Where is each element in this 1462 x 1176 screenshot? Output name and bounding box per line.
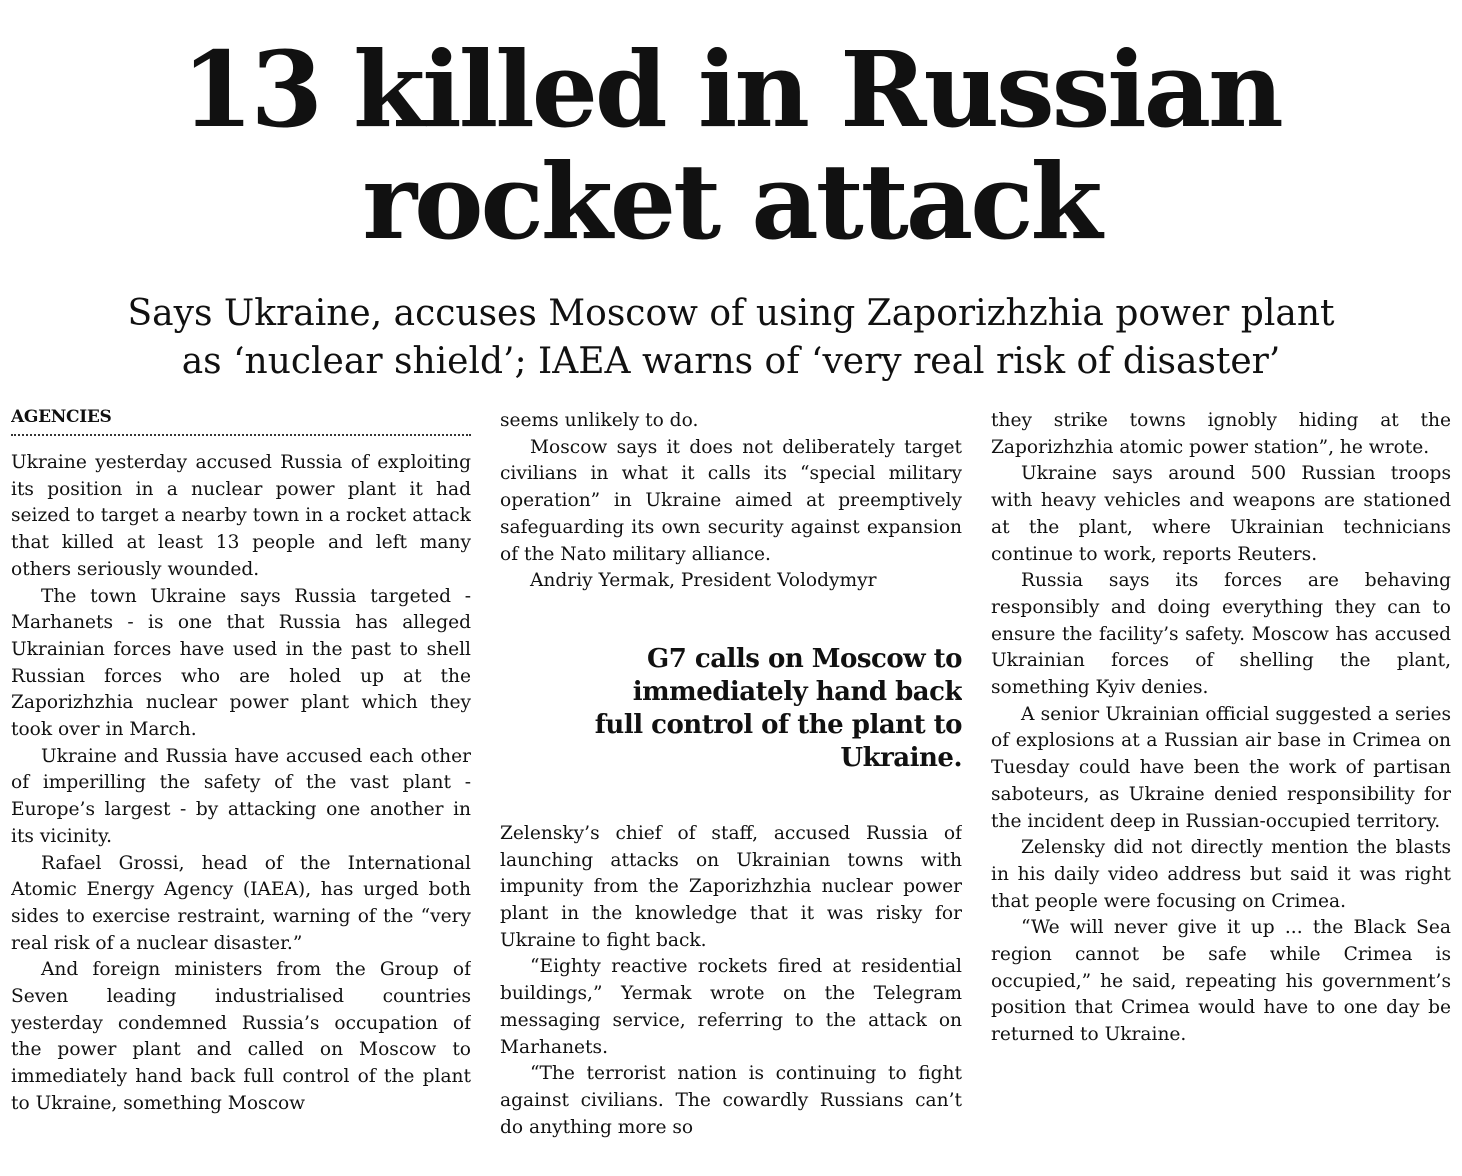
paragraph: “The terrorist nation is continuing to fight against civilians. The cowardly Russians can’t do anything more so: [500, 1063, 962, 1138]
paragraph: “We will never give it up ... the Black Sea region cannot be safe while Crimea is occupied,” he said, repeating his government’s position that Crimea would have to one day be returned to Ukraine.: [991, 917, 1451, 1046]
article-column-2: [500, 408, 962, 1168]
paragraph: Ukraine yesterday accused Russia of exploiting its position in a nuclear power plant it had seized to target a nearby town in a rocket attack that killed at least 13 people and left many others seriously wounded.: [11, 452, 471, 580]
paragraph: Ukraine says around 500 Russian troops with heavy vehicles and weapons are stationed at the plant, where Ukrainian technicians continue to work, reports Reuters.: [991, 463, 1451, 565]
pull-quote-line: full control of the plant to: [594, 709, 962, 740]
pull-quote-line: G7 calls on Moscow to: [647, 643, 962, 674]
headline-line-1: 13 killed in Russian: [181, 28, 1281, 151]
paragraph: Zelensky’s chief of staff, accused Russia of launching attacks on Ukrainian towns with impunity from the Zaporizhzhia nuclear power plant in the knowledge that it was risky for Ukraine to fight back.: [500, 822, 962, 951]
paragraph: “Eighty reactive rockets fired at residential buildings,” Yermak wrote on the Telegram messaging service, referring to the attack on Marhanets.: [500, 956, 962, 1058]
paragraph: The town Ukraine says Russia targeted - Marhanets - is one that Russia has alleged Ukrainian forces have used in the past to shell Russian forces who are holed up at the Zaporizhzhia nuclear power plant which they took over in March.: [11, 585, 471, 741]
headline-line-2: rocket attack: [362, 140, 1100, 263]
paragraph: Ukraine and Russia have accused each other of imperilling the safety of the vast plant - Europe’s largest - by attacking one another in its vicinity.: [11, 745, 471, 847]
pull-quote: [500, 643, 962, 775]
paragraph: And foreign ministers from the Group of Seven leading industrialised countries yesterday condemned Russia’s occupation of the power plant and called on Moscow to immediately hand back full control of the plant to Ukraine, something Moscow: [11, 959, 471, 1114]
headline: [0, 28, 1462, 263]
subheadline-line-1: Says Ukraine, accuses Moscow of using Zaporizhzhia power plant: [127, 293, 1335, 334]
article-column-1: [11, 408, 471, 1168]
paragraph: Andriy Yermak, President Volodymyr: [530, 570, 877, 592]
article-column-3: [991, 408, 1451, 1168]
subheadline: [0, 290, 1462, 386]
paragraph: Rafael Grossi, head of the International Atomic Energy Agency (IAEA), has urged both sides to exercise restraint, warning of the “very real risk of a nuclear disaster.”: [11, 852, 471, 954]
pull-quote-line: immediately hand back: [632, 676, 962, 707]
paragraph: they strike towns ignobly hiding at the Zaporizhzhia atomic power station”, he wrote.: [991, 410, 1451, 458]
dotted-divider: [11, 434, 471, 436]
pull-quote-line: Ukraine.: [840, 742, 962, 773]
subheadline-line-2: as ‘nuclear shield’; IAEA warns of ‘very real risk of disaster’: [181, 341, 1281, 382]
paragraph: seems unlikely to do.: [500, 410, 699, 431]
paragraph: Russia says its forces are behaving responsibly and doing everything they can to ensure the facility’s safety. Moscow has accused Ukrainian forces of shelling the plant, something Kyiv denies.: [991, 570, 1451, 699]
paragraph: Moscow says it does not deliberately target civilians in what it calls its “special military operation” in Ukraine aimed at preemptively safeguarding its own security against expansion of the Nato military alliance.: [500, 436, 962, 565]
byline: AGENCIES: [11, 408, 112, 427]
paragraph: Zelensky did not directly mention the blasts in his daily video address but said it was right that people were focusing on Crimea.: [991, 837, 1451, 912]
paragraph: A senior Ukrainian official suggested a series of explosions at a Russian air base in Crimea on Tuesday could have been the work of partisan saboteurs, as Ukraine denied responsibility for the incident deep in Russian-occupied territory.: [991, 703, 1451, 832]
